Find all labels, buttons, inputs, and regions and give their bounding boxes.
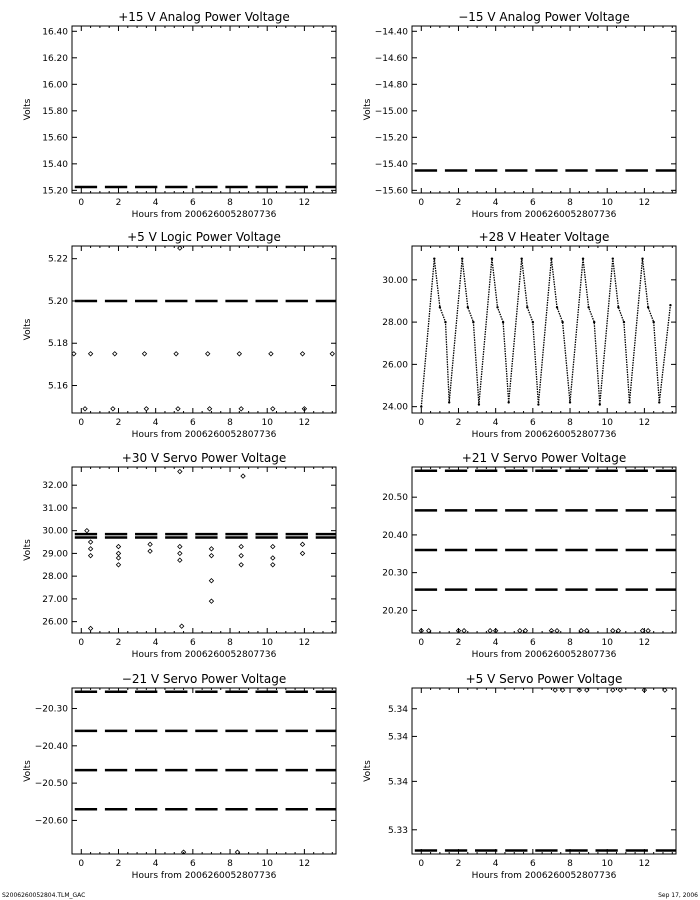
x-tick-label: 12	[298, 859, 311, 869]
y-tick-label: −20.30	[34, 704, 68, 715]
y-tick-label: 15.80	[42, 106, 68, 117]
y-tick-label: 16.00	[42, 80, 68, 91]
data-point	[611, 629, 615, 633]
data-point	[462, 629, 466, 633]
x-tick-label: 4	[152, 859, 159, 869]
data-point	[174, 352, 178, 356]
y-tick-label: −14.60	[374, 53, 408, 64]
x-tick-label: 8	[227, 638, 233, 648]
y-tick-label: 5.33	[387, 825, 408, 836]
data-point	[420, 405, 422, 407]
x-tick-label: 0	[418, 638, 425, 648]
data-point	[623, 321, 625, 323]
x-tick-label: 10	[601, 198, 613, 208]
data-point	[467, 306, 469, 308]
data-point	[444, 321, 446, 323]
data-point	[148, 542, 152, 546]
y-tick-label: 5.34	[387, 777, 408, 788]
x-tick-label: 8	[567, 198, 573, 208]
plot-title: +5 V Logic Power Voltage	[127, 230, 281, 244]
footer-filename: S2006260052804.TLM_GAC	[2, 892, 86, 899]
data-point	[300, 352, 304, 356]
data-point	[239, 563, 243, 567]
data-point	[237, 352, 241, 356]
plot-title: +28 V Heater Voltage	[478, 230, 610, 244]
x-tick-label: 12	[638, 638, 651, 648]
plot-data	[420, 257, 672, 407]
data-point	[116, 551, 120, 555]
y-axis-label: Volts	[363, 760, 373, 782]
x-tick-label: 10	[601, 638, 613, 648]
y-tick-label: −20.60	[34, 816, 68, 827]
data-point	[271, 563, 275, 567]
y-tick-label: −14.40	[374, 27, 408, 38]
data-point	[448, 401, 450, 403]
footer-date: Sep 17, 2006	[658, 892, 698, 899]
x-tick-label: 6	[529, 859, 536, 869]
data-point	[478, 403, 480, 405]
y-tick-label: 27.00	[42, 594, 68, 605]
data-point	[239, 407, 243, 411]
x-tick-label: 12	[638, 198, 651, 208]
y-tick-label: −15.40	[374, 159, 408, 170]
x-tick-label: 10	[261, 198, 273, 208]
x-tick-label: 4	[152, 418, 159, 428]
y-tick-label: 15.20	[42, 186, 68, 197]
plot-title: −21 V Servo Power Voltage	[121, 672, 287, 686]
data-point	[537, 403, 539, 405]
y-tick-label: 31.00	[42, 503, 68, 514]
x-tick-label: 2	[115, 198, 122, 208]
y-tick-label: 26.00	[382, 360, 408, 371]
data-point	[555, 629, 559, 633]
plot-data	[75, 469, 336, 630]
data-point	[88, 540, 92, 544]
data-point	[641, 257, 643, 259]
data-point	[113, 352, 117, 356]
x-tick-label: 12	[298, 638, 311, 648]
data-point	[618, 688, 622, 692]
x-tick-label: 0	[78, 198, 85, 208]
data-point	[582, 257, 584, 259]
data-point	[461, 257, 463, 259]
y-tick-label: 5.16	[47, 381, 68, 392]
plot-panel-2	[363, 10, 676, 220]
x-tick-label: 12	[638, 859, 651, 869]
y-tick-label: 32.00	[42, 481, 68, 492]
data-point	[88, 626, 92, 630]
x-axis-label: Hours from 2006260052807736	[471, 210, 617, 220]
data-point	[496, 306, 498, 308]
y-tick-label: 20.30	[382, 568, 408, 579]
x-tick-label: 2	[455, 638, 462, 648]
x-tick-label: 2	[455, 859, 462, 869]
data-point	[206, 352, 210, 356]
data-point	[271, 544, 275, 548]
x-tick-label: 12	[638, 418, 651, 428]
x-tick-label: 4	[492, 859, 499, 869]
data-point	[502, 321, 504, 323]
data-point	[507, 401, 509, 403]
data-point	[491, 257, 493, 259]
y-tick-label: 5.22	[47, 254, 68, 265]
x-tick-label: 6	[189, 198, 196, 208]
y-tick-label: −15.60	[374, 186, 408, 197]
data-point	[532, 321, 534, 323]
data-point	[144, 407, 148, 411]
plot-frame	[72, 26, 336, 193]
data-point	[553, 688, 557, 692]
plot-frame	[412, 246, 676, 413]
y-tick-label: −15.00	[374, 106, 408, 117]
x-tick-label: 4	[152, 198, 159, 208]
data-point	[207, 407, 211, 411]
x-tick-label: 8	[227, 198, 233, 208]
y-axis-label: Volts	[23, 318, 33, 341]
x-tick-label: 6	[529, 198, 536, 208]
y-tick-label: 16.20	[42, 53, 68, 64]
y-axis-label: Volts	[23, 539, 33, 561]
data-point	[526, 306, 528, 308]
plot-data	[415, 688, 676, 851]
data-point	[300, 551, 304, 555]
data-point	[518, 629, 522, 633]
data-point	[178, 469, 182, 473]
data-point	[241, 474, 245, 478]
x-tick-label: 2	[455, 418, 462, 428]
x-axis-label: Hours from 2006260052807736	[471, 430, 617, 440]
y-tick-label: 5.34	[387, 732, 408, 743]
y-axis-label: Volts	[363, 98, 373, 121]
data-point	[330, 352, 334, 356]
y-tick-label: 15.40	[42, 159, 68, 170]
plot-panel-6	[382, 451, 676, 660]
data-point	[178, 551, 182, 555]
plot-panel-5	[23, 451, 336, 660]
y-tick-label: 5.34	[387, 704, 408, 715]
x-tick-label: 12	[298, 198, 311, 208]
x-tick-label: 10	[601, 418, 613, 428]
plot-frame	[412, 688, 676, 854]
data-point	[550, 257, 552, 259]
data-point	[209, 579, 213, 583]
x-tick-label: 2	[115, 418, 122, 428]
data-point	[569, 401, 571, 403]
data-series-line	[421, 259, 670, 407]
plot-frame	[72, 467, 336, 633]
y-tick-label: 24.00	[382, 402, 408, 413]
data-point	[178, 246, 182, 250]
y-tick-label: −14.80	[374, 80, 408, 91]
data-point	[180, 624, 184, 628]
data-point	[176, 407, 180, 411]
y-tick-label: 30.00	[382, 275, 408, 286]
data-point	[646, 629, 650, 633]
data-point	[111, 407, 115, 411]
x-tick-label: 6	[529, 638, 536, 648]
data-point	[647, 306, 649, 308]
plot-frame	[412, 26, 676, 193]
data-point	[209, 547, 213, 551]
data-point	[617, 306, 619, 308]
plot-title: +21 V Servo Power Voltage	[461, 451, 627, 465]
y-tick-label: 16.40	[42, 27, 68, 38]
data-point	[178, 544, 182, 548]
plot-panel-8	[363, 672, 676, 881]
plot-title: −15 V Analog Power Voltage	[458, 10, 630, 24]
y-tick-label: −20.50	[34, 779, 68, 790]
data-point	[439, 306, 441, 308]
data-point	[652, 321, 654, 323]
data-point	[116, 563, 120, 567]
data-point	[611, 688, 615, 692]
data-point	[88, 547, 92, 551]
y-tick-label: −15.20	[374, 133, 408, 144]
x-tick-label: 12	[298, 418, 311, 428]
data-point	[116, 556, 120, 560]
y-tick-label: 28.00	[382, 318, 408, 329]
data-point	[669, 304, 671, 306]
x-tick-label: 8	[567, 418, 573, 428]
x-tick-label: 6	[189, 859, 196, 869]
x-tick-label: 4	[492, 638, 499, 648]
data-point	[520, 257, 522, 259]
x-tick-label: 8	[567, 638, 573, 648]
x-axis-label: Hours from 2006260052807736	[471, 871, 617, 881]
x-tick-label: 6	[189, 638, 196, 648]
plot-title: +5 V Servo Power Voltage	[465, 672, 623, 686]
data-point	[271, 407, 275, 411]
x-tick-label: 10	[261, 638, 273, 648]
x-tick-label: 0	[418, 198, 425, 208]
data-point	[300, 542, 304, 546]
y-tick-label: 28.00	[42, 572, 68, 583]
x-tick-label: 8	[227, 859, 233, 869]
x-tick-label: 2	[455, 198, 462, 208]
data-point	[209, 554, 213, 558]
x-tick-label: 10	[261, 859, 273, 869]
x-tick-label: 0	[418, 418, 425, 428]
plot-panel-3	[23, 230, 336, 440]
y-tick-label: 20.40	[382, 530, 408, 541]
x-axis-label: Hours from 2006260052807736	[131, 430, 277, 440]
data-point	[658, 401, 660, 403]
data-point	[433, 257, 435, 259]
data-point	[271, 556, 275, 560]
y-tick-label: −20.40	[34, 741, 68, 752]
data-point	[142, 352, 146, 356]
data-point	[83, 407, 87, 411]
x-tick-label: 6	[189, 418, 196, 428]
data-point	[612, 257, 614, 259]
y-tick-label: 26.00	[42, 617, 68, 628]
data-point	[599, 403, 601, 405]
plot-data	[75, 692, 336, 855]
data-point	[148, 549, 152, 553]
y-tick-label: 20.50	[382, 493, 408, 504]
y-tick-label: 15.60	[42, 133, 68, 144]
x-tick-label: 6	[529, 418, 536, 428]
y-tick-label: 29.00	[42, 549, 68, 560]
x-axis-label: Hours from 2006260052807736	[471, 650, 617, 660]
x-tick-label: 10	[601, 859, 613, 869]
x-tick-label: 0	[78, 418, 85, 428]
data-point	[593, 321, 595, 323]
x-tick-label: 8	[227, 418, 233, 428]
x-tick-label: 0	[78, 638, 85, 648]
y-tick-label: 30.00	[42, 526, 68, 537]
x-tick-label: 4	[152, 638, 159, 648]
plot-frame	[72, 246, 336, 413]
y-tick-label: 5.18	[47, 339, 68, 350]
data-point	[561, 321, 563, 323]
plot-panel-4	[382, 230, 676, 440]
x-axis-label: Hours from 2006260052807736	[131, 650, 277, 660]
x-tick-label: 0	[418, 859, 425, 869]
data-point	[488, 629, 492, 633]
data-point	[269, 352, 273, 356]
x-tick-label: 4	[492, 418, 499, 428]
data-point	[556, 306, 558, 308]
x-axis-label: Hours from 2006260052807736	[131, 210, 277, 220]
data-point	[116, 544, 120, 548]
data-point	[88, 352, 92, 356]
data-point	[239, 544, 243, 548]
x-tick-label: 4	[492, 198, 499, 208]
y-tick-label: 5.20	[47, 296, 68, 307]
x-tick-label: 10	[261, 418, 273, 428]
data-point	[472, 321, 474, 323]
data-point	[587, 306, 589, 308]
plot-panel-1	[23, 10, 336, 220]
x-tick-label: 2	[115, 638, 122, 648]
x-tick-label: 0	[78, 859, 85, 869]
y-axis-label: Volts	[23, 760, 33, 782]
plot-panel-7	[23, 672, 336, 881]
plot-data	[415, 471, 676, 633]
plot-title: +15 V Analog Power Voltage	[118, 10, 290, 24]
plot-data	[72, 246, 336, 411]
data-point	[85, 529, 89, 533]
data-point	[178, 558, 182, 562]
data-point	[209, 599, 213, 603]
y-axis-label: Volts	[23, 98, 33, 121]
y-tick-label: 20.20	[382, 606, 408, 617]
plot-title: +30 V Servo Power Voltage	[121, 451, 287, 465]
x-tick-label: 8	[567, 859, 573, 869]
data-point	[88, 554, 92, 558]
data-point	[628, 401, 630, 403]
x-axis-label: Hours from 2006260052807736	[131, 871, 277, 881]
x-tick-label: 2	[115, 859, 122, 869]
data-point	[239, 554, 243, 558]
